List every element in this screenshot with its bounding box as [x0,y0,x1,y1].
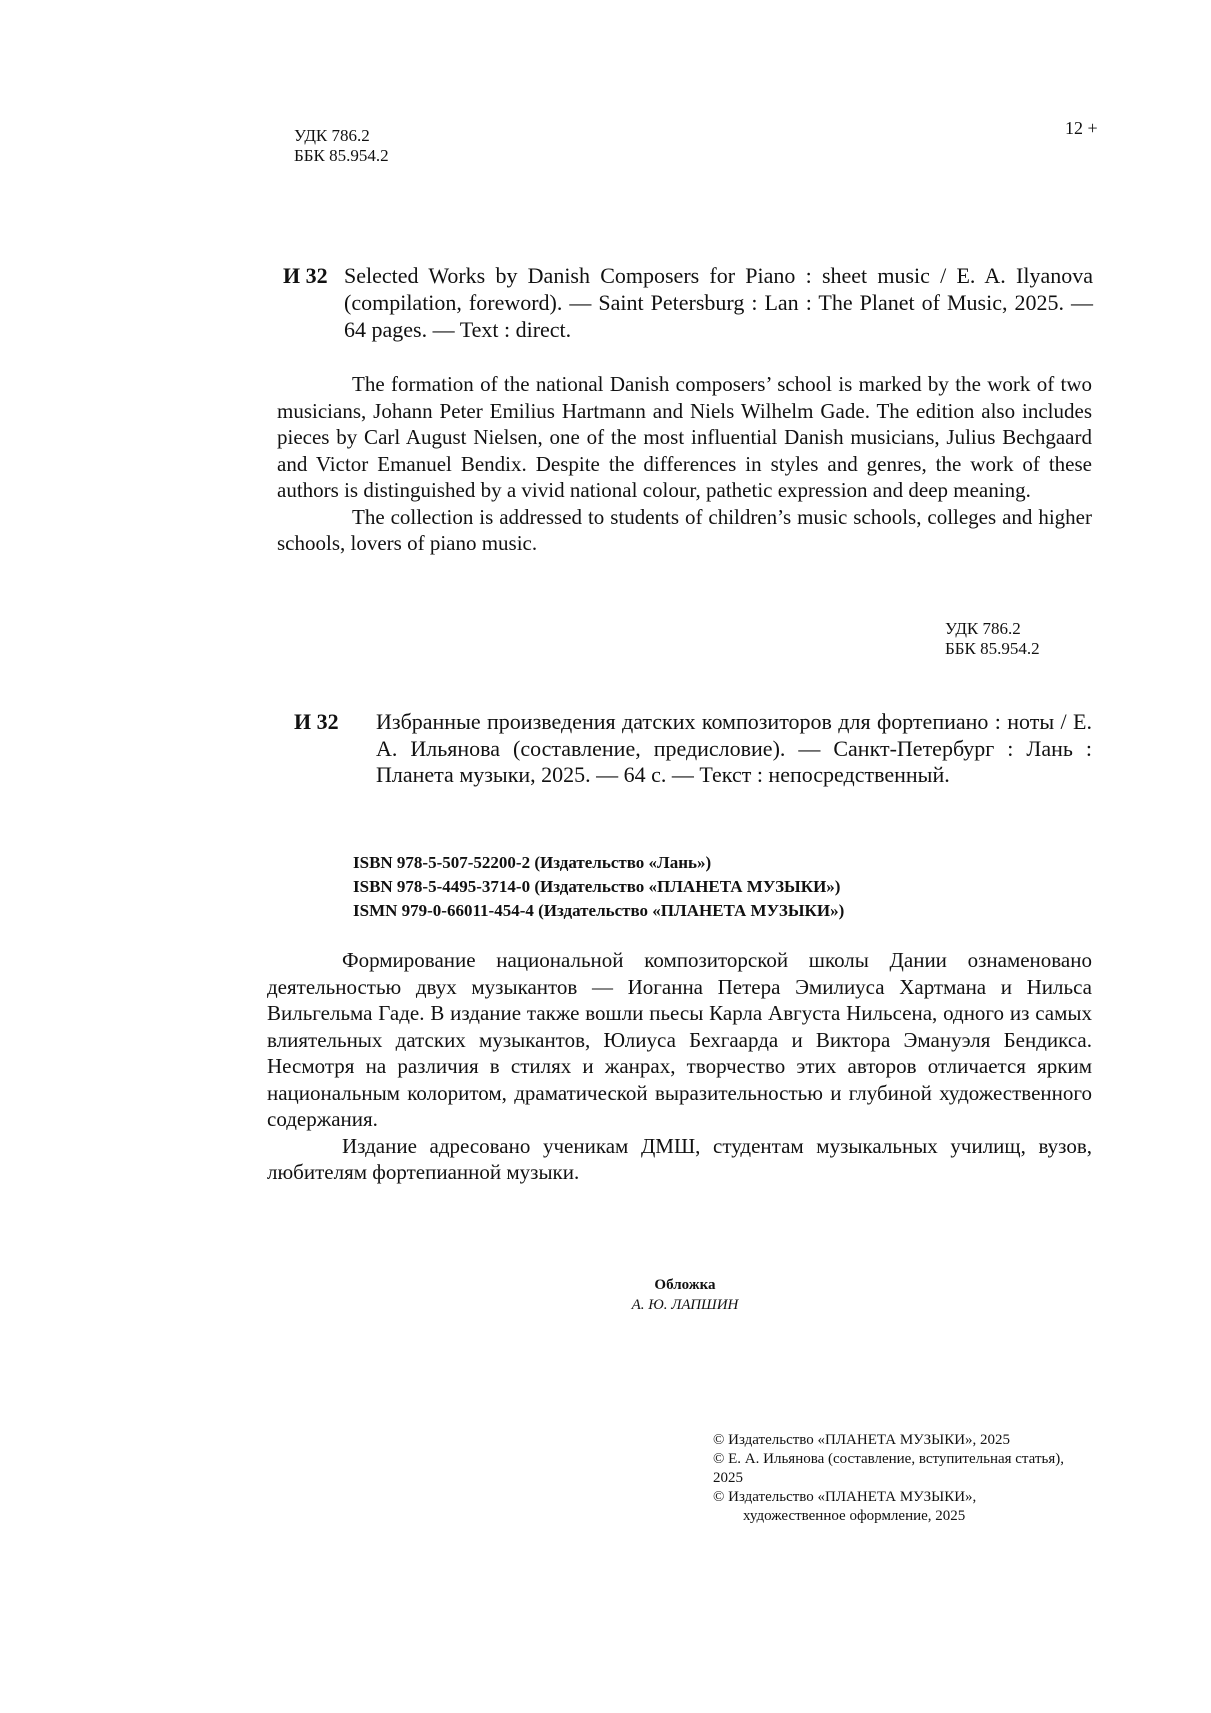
english-paragraph: The formation of the national Danish composers’ school is marked by the work of two musicians, Johann Peter Emilius Hartmann and Niels Wilhelm Gade. The edition also includes pieces by Carl August Nielsen, one of the most influential Danish musicians, Julius Bechgaard and Victor Emanuel Bendix. Despite the differences in styles and genres, the work of these authors is distinguished by a vivid national colour, pathetic expression and deep meaning. [277,372,1092,502]
russian-annotation [267,947,1092,1186]
udk-code: УДК 786.2 [945,619,1021,638]
copyright-line: © Издательство «ПЛАНЕТА МУЗЫКИ», 2025 [713,1432,1011,1448]
age-rating: 12 + [1065,118,1098,138]
cover-label: Обложка [654,1277,716,1293]
udk-code: УДК 786.2 [294,126,370,145]
russian-paragraph: Формирование национальной композиторской школы Дании ознаменовано деятельностью двух музыкантов — Иоганна Петера Эмилиуса Хартмана и Нильса Вильгельма Гаде. В издание также вошли пьесы Карла Августа Нильсена, одного из самых влиятельных датских музыкантов, Юлиуса Бехгаарда и Виктора Эмануэля Бендикса. Несмотря на различия в стилях и жанрах, творчество этих авторов отличается ярким национальным колоритом, драматической выразительностью и глубиной художественного содержания. [267,948,1092,1131]
copyright-block [713,1431,1073,1526]
copyright-line: художественное оформление, 2025 [743,1508,966,1524]
copyright-line: © Издательство «ПЛАНЕТА МУЗЫКИ», [713,1489,977,1505]
ismn-line: ISMN 979-0-66011-454-4 (Издательство «ПЛАНЕТА МУЗЫКИ») [353,901,845,920]
english-bibliographic-entry [283,262,1093,343]
cover-designer: А. Ю. ЛАПШИН [631,1297,739,1313]
author-mark: И 32 [283,263,328,288]
copyright-line: © Е. А. Ильянова (составление, вступительная статья), 2025 [713,1451,1064,1486]
english-paragraph: The collection is addressed to students of children’s music schools, colleges and higher schools, lovers of piano music. [277,504,1092,555]
english-entry-text: Selected Works by Danish Composers for Piano : sheet music / E. A. Ilyanova (compilation, foreword). — Saint Petersburg : Lan : The Planet of Music, 2025. — 64 pages. — Text : direct. [344,263,1093,342]
isbn-block [353,851,844,923]
isbn-line: ISBN 978-5-4495-3714-0 (Издательство «ПЛАНЕТА МУЗЫКИ») [353,877,841,896]
classification-right [945,619,1040,659]
bbk-code: ББК 85.954.2 [945,639,1040,658]
russian-entry-text: Избранные произведения датских композиторов для фортепиано : ноты / Е. А. Ильянова (составление, предисловие). — Санкт-Петербург : Лань : Планета музыки, 2025. — 64 с. — Текст : непосредственный. [376,709,1092,787]
russian-paragraph: Издание адресовано ученикам ДМШ, студентам музыкальных училищ, вузов, любителям фортепианной музыки. [267,1133,1092,1184]
classification-top [294,126,389,166]
english-annotation [277,371,1092,557]
author-mark: И 32 [294,709,339,734]
russian-bibliographic-entry [294,709,1092,789]
isbn-line: ISBN 978-5-507-52200-2 (Издательство «Лань») [353,853,712,872]
bbk-code: ББК 85.954.2 [294,146,389,165]
